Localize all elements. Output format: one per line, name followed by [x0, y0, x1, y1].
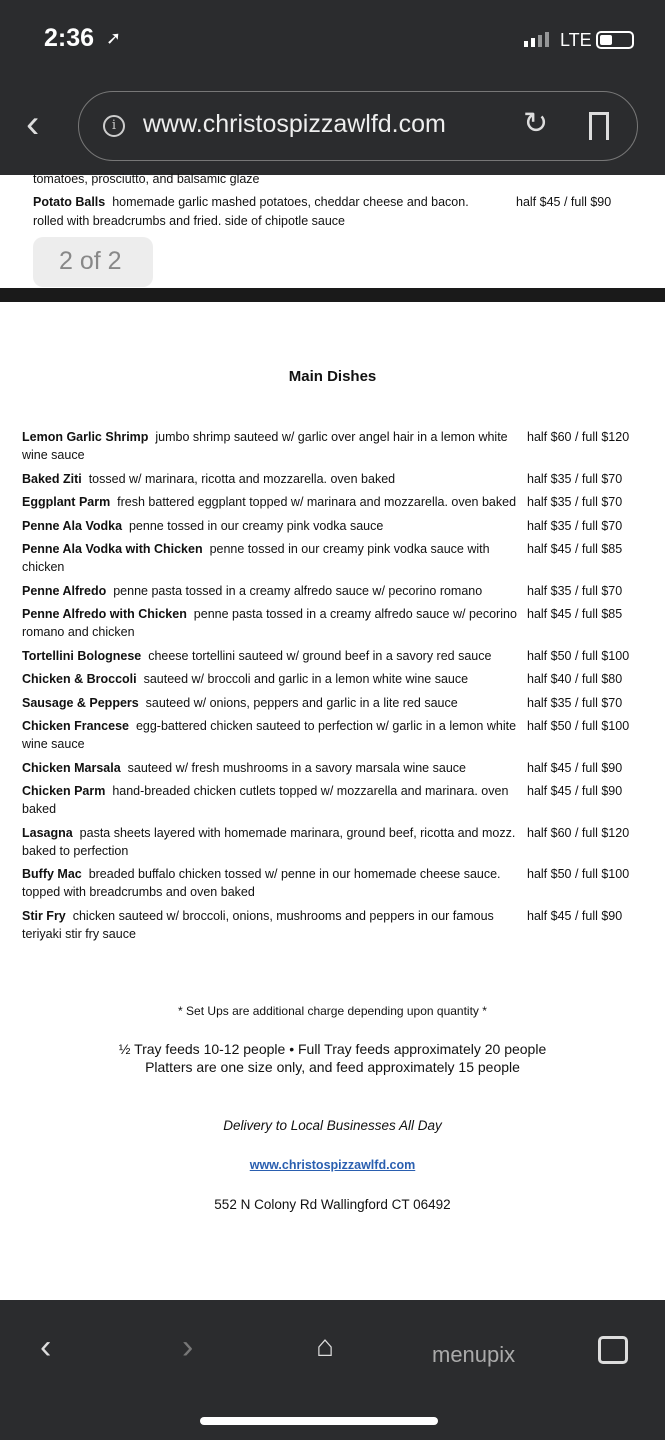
- back-icon[interactable]: ‹: [26, 102, 40, 146]
- item-price: half $40 / full $80: [527, 672, 623, 686]
- item-desc: tossed w/ marinara, ricotta and mozzarella. oven baked: [88, 471, 396, 486]
- item-desc: pasta sheets layered with homemade marinara, ground beef, ricotta and mozz. baked to perfection: [22, 825, 516, 858]
- item-desc: hand-breaded chicken cutlets topped w/ mozzarella and marinara. oven baked: [22, 784, 509, 816]
- item-desc-cont: rolled with breadcrumbs and fried. side of chipotle sauce: [33, 214, 345, 228]
- setups-note: * Set Ups are additional charge depending upon quantity *: [178, 1004, 487, 1018]
- battery-icon: [596, 31, 634, 49]
- item-price: half $60 / full $120: [527, 430, 630, 444]
- menu-item: [22, 605, 652, 641]
- item-price: half $35 / full $70: [527, 471, 623, 486]
- watermark-logo: menupix: [432, 1342, 516, 1367]
- address: 552 N Colony Rd Wallingford CT 06492: [214, 1197, 451, 1212]
- menu-item: [33, 195, 469, 209]
- item-price: half $45 / full $85: [527, 542, 623, 556]
- item-desc: sauteed w/ fresh mushrooms in a savory marsala wine sauce: [127, 760, 466, 775]
- menu-item: [22, 694, 652, 712]
- website-link[interactable]: www.christospizzawlfd.com: [249, 1158, 416, 1172]
- item-desc: penne tossed in our creamy pink vodka sauce with chicken: [22, 542, 490, 574]
- url-text[interactable]: www.christospizzawlfd.com: [143, 110, 446, 138]
- item-price: half $35 / full $70: [527, 583, 623, 598]
- item-name: Tortellini Bolognese: [22, 648, 142, 663]
- menu-item: [22, 759, 652, 777]
- item-price: half $60 / full $120: [527, 825, 630, 840]
- menu-item: [22, 717, 652, 753]
- home-indicator[interactable]: [200, 1417, 438, 1425]
- tray-note: ½ Tray feeds 10-12 people • Full Tray feeds approximately 20 people: [118, 1041, 547, 1057]
- network-label: LTE: [560, 30, 592, 50]
- item-desc: fresh battered eggplant topped w/ marinara and mozzarella. oven baked: [117, 495, 517, 509]
- page-divider: [0, 288, 665, 302]
- browser-chrome: [0, 0, 665, 175]
- item-price: half $45 / full $90: [527, 760, 623, 775]
- item-name: Chicken Francese: [22, 719, 129, 733]
- item-name: Penne Ala Vodka with Chicken: [22, 542, 203, 556]
- item-desc: penne pasta tossed in a creamy alfredo sauce w/ pecorino romano and chicken: [22, 607, 517, 639]
- address-bar[interactable]: [78, 91, 638, 161]
- menu-page: [0, 302, 665, 1300]
- item-name: Lasagna: [22, 825, 73, 840]
- location-arrow-icon: ➚: [106, 28, 122, 48]
- tabs-icon[interactable]: [598, 1336, 628, 1364]
- item-desc: jumbo shrimp sauteed w/ garlic over angel hair in a lemon white wine sauce: [22, 430, 508, 462]
- menu-item: [22, 647, 652, 665]
- item-price: half $50 / full $100: [527, 648, 630, 663]
- menu-item: [22, 582, 652, 600]
- item-name: Lemon Garlic Shrimp: [22, 430, 149, 444]
- platter-note: Platters are one size only, and feed approximately 15 people: [145, 1059, 520, 1075]
- item-desc: sauteed w/ onions, peppers and garlic in a lite red sauce: [145, 695, 458, 710]
- reload-icon[interactable]: ↻: [523, 107, 549, 140]
- item-name: Penne Alfredo with Chicken: [22, 607, 187, 621]
- item-name: Chicken & Broccoli: [22, 672, 137, 686]
- item-name: Stir Fry: [22, 908, 66, 923]
- item-price: half $35 / full $70: [527, 495, 623, 509]
- menu-item: [22, 428, 652, 464]
- section-title: Main Dishes: [288, 368, 377, 385]
- status-time: 2:36: [44, 24, 95, 52]
- menu-item: [22, 670, 652, 688]
- item-price: half $50 / full $100: [527, 867, 630, 881]
- menu-item: [22, 517, 652, 535]
- item-price: half $45 / full $90: [527, 908, 623, 923]
- menu-item: [22, 470, 652, 488]
- item-price: half $45 / full $90: [527, 784, 623, 798]
- forward-icon[interactable]: ›: [182, 1328, 194, 1366]
- home-icon[interactable]: ⌂: [316, 1330, 335, 1363]
- item-name: Chicken Parm: [22, 784, 106, 798]
- menu-list: [22, 428, 652, 948]
- item-desc: sauteed w/ broccoli and garlic in a lemon white wine sauce: [143, 672, 469, 686]
- menu-item: [22, 493, 652, 511]
- menu-item: [22, 824, 652, 860]
- item-name: Baked Ziti: [22, 471, 82, 486]
- item-name: Potato Balls: [33, 195, 106, 209]
- menu-item: [22, 782, 652, 818]
- item-name: Penne Alfredo: [22, 583, 107, 598]
- item-desc: penne pasta tossed in a creamy alfredo sauce w/ pecorino romano: [113, 583, 483, 598]
- item-price: half $50 / full $100: [527, 719, 630, 733]
- item-price: half $35 / full $70: [527, 695, 623, 710]
- item-desc: chicken sauteed w/ broccoli, onions, mushrooms and peppers in our famous teriyaki stir fry sauce: [22, 908, 494, 941]
- item-desc: homemade garlic mashed potatoes, cheddar cheese and bacon.: [112, 195, 469, 209]
- menu-item: [22, 907, 652, 943]
- item-desc: cheese tortellini sauteed w/ ground beef in a savory red sauce: [148, 648, 492, 663]
- menu-item: [22, 540, 652, 576]
- item-name: Penne Ala Vodka: [22, 518, 123, 533]
- page-indicator: 2 of 2: [33, 237, 153, 287]
- item-desc: egg-battered chicken sauteed to perfection w/ garlic in a lemon white wine sauce: [22, 719, 517, 751]
- item-name: Buffy Mac: [22, 867, 82, 881]
- item-price: half $35 / full $70: [527, 518, 623, 533]
- item-name: Eggplant Parm: [22, 495, 111, 509]
- menu-item: [22, 865, 652, 901]
- bookmark-icon[interactable]: [589, 112, 609, 140]
- item-name: Sausage & Peppers: [22, 695, 139, 710]
- item-desc: breaded buffalo chicken tossed w/ penne in our homemade cheese sauce. topped with breadcrumbs and oven baked: [22, 867, 501, 899]
- item-price: half $45 / full $85: [527, 607, 623, 621]
- signal-icon: [524, 32, 549, 47]
- info-icon[interactable]: i: [103, 115, 125, 137]
- back-icon[interactable]: ‹: [40, 1328, 52, 1366]
- item-desc: penne tossed in our creamy pink vodka sauce: [128, 518, 384, 533]
- delivery-note: Delivery to Local Businesses All Day: [223, 1118, 442, 1133]
- item-price: half $45 / full $90: [516, 195, 612, 209]
- menu-text: tomatoes, prosciutto, and balsamic glaze: [33, 172, 260, 186]
- item-name: Chicken Marsala: [22, 760, 121, 775]
